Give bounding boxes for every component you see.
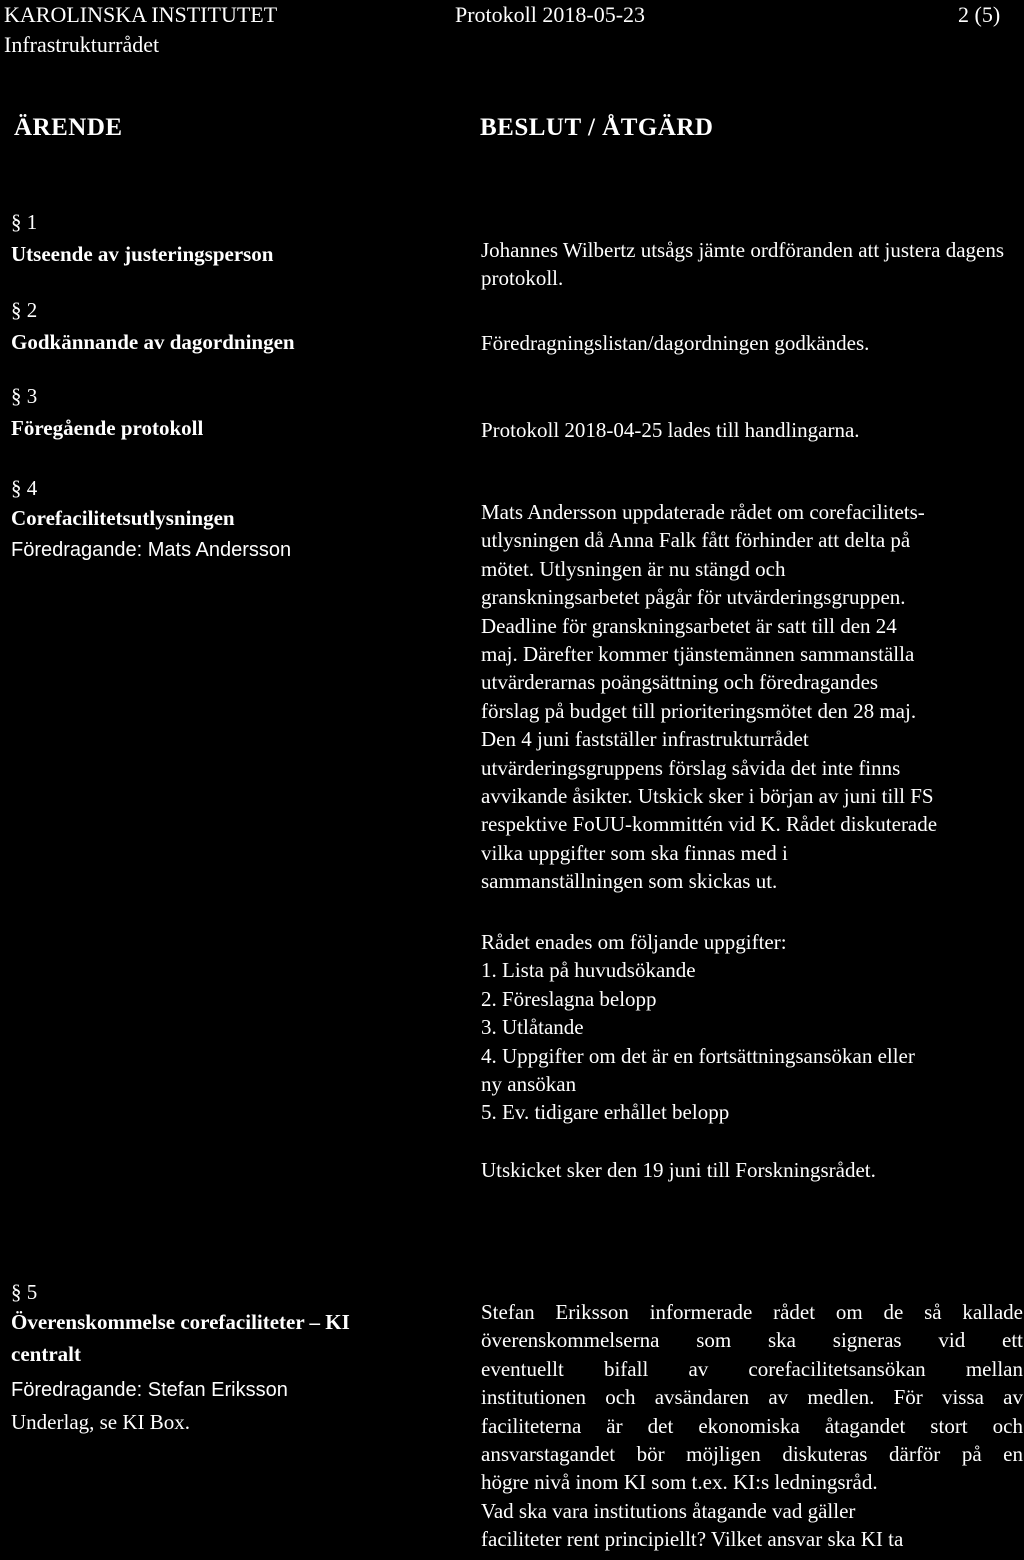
decision-line: Vad ska vara institutions åtagande vad gäller	[481, 1498, 856, 1523]
note: Underlag, se KI Box.	[11, 1410, 191, 1434]
decision-line: förslag på budget till prioriteringsmötet den 28 maj.	[481, 698, 917, 723]
decision-line: ansvarstagandet bör möjligen diskuteras därför på en	[481, 1442, 1023, 1467]
section-1	[11, 208, 431, 268]
unit-name: Infrastrukturrådet	[4, 32, 160, 57]
section-2	[11, 296, 431, 356]
decision-text: Protokoll 2018-04-25 lades till handlingarna.	[481, 418, 860, 442]
list-item: 2. Föreslagna belopp	[481, 986, 657, 1011]
section-title: Utseende av justeringsperson	[11, 242, 274, 266]
decision-line: Den 4 juni fastställer infrastrukturrådet	[481, 727, 809, 752]
section-title: Överenskommelse corefaciliteter – KI	[11, 1310, 350, 1334]
section-title: Corefacilitetsutlysningen	[11, 506, 235, 530]
decision-line: vilka uppgifter som ska finnas med i	[481, 840, 788, 865]
decision-line: avvikande åsikter. Utskick sker i början av juni till FS	[481, 784, 934, 809]
presenter: Föredragande: Stefan Eriksson	[11, 1379, 288, 1401]
decision-4	[481, 498, 1021, 896]
list-item: 5. Ev. tidigare erhållet belopp	[481, 1100, 730, 1125]
section-title-cont: centralt	[11, 1342, 81, 1366]
decision-line: sammanställningen som skickas ut.	[481, 869, 778, 894]
section-4	[11, 474, 431, 564]
list-item: 3. Utlåtande	[481, 1015, 584, 1040]
closing-text: Utskicket sker den 19 juni till Forskningsrådet.	[481, 1158, 876, 1182]
decision-line: faciliteter rent principiellt? Vilket ansvar ska KI ta	[481, 1527, 904, 1552]
list-item: 1. Lista på huvudsökande	[481, 958, 696, 983]
decision-line: respektive FoUU-kommittén vid K. Rådet diskuterade	[481, 812, 938, 837]
list-item: ny ansökan	[481, 1072, 577, 1097]
protocol-date: Protokoll 2018-05-23	[455, 2, 646, 27]
column-heading-beslut: BESLUT / ÅTGÄRD	[480, 114, 714, 141]
decision-2	[481, 329, 1021, 357]
decision-line: överenskommelserna som ska signeras vid ett	[481, 1328, 1023, 1353]
decision-3	[481, 416, 1021, 444]
decision-line: mötet. Utlysningen är nu stängd och	[481, 556, 786, 581]
agreed-list	[481, 928, 1021, 1127]
section-number: § 5	[11, 1280, 38, 1304]
section-title: Föregående protokoll	[11, 416, 204, 440]
list-intro: Rådet enades om följande uppgifter:	[481, 930, 787, 954]
decision-line: maj. Därefter kommer tjänstemännen sammanställa	[481, 642, 915, 667]
section-title: Godkännande av dagordningen	[11, 330, 295, 354]
presenter: Föredragande: Mats Andersson	[11, 539, 292, 561]
decision-text: Föredragningslistan/dagordningen godkändes.	[481, 331, 870, 355]
section-number: § 3	[11, 384, 38, 408]
decision-line: Stefan Eriksson informerade rådet om de så kallade	[481, 1300, 1023, 1324]
decision-line: utvärderingsgruppens förslag såvida det inte finns	[481, 755, 901, 780]
decision-line: faciliteterna är det ekonomiska åtagandet stort och	[481, 1413, 1023, 1438]
decision-line: institutionen och avsändaren av medlen. För vissa av	[481, 1385, 1023, 1410]
decision-line: högre nivå inom KI som t.ex. KI:s ledningsråd.	[481, 1470, 878, 1495]
section-3	[11, 382, 431, 442]
section-number: § 4	[11, 476, 38, 500]
org-name: KAROLINSKA INSTITUTET	[4, 2, 278, 27]
list-item: 4. Uppgifter om det är en fortsättningsansökan eller	[481, 1043, 915, 1068]
section-5	[11, 1278, 441, 1436]
decision-line: Mats Andersson uppdaterade rådet om corefacilitets-	[481, 500, 925, 524]
decision-text: Johannes Wilbertz utsågs jämte ordföranden att justera dagens protokoll.	[481, 238, 1005, 291]
decision-line: Deadline för granskningsarbetet är satt till den 24	[481, 613, 897, 638]
decision-line: utlysningen då Anna Falk fått förhinder att delta på	[481, 528, 911, 553]
section-number: § 2	[11, 298, 38, 322]
column-heading-arende: ÄRENDE	[14, 114, 123, 141]
page-number: 2 (5)	[958, 2, 1001, 27]
decision-line: eventuellt bifall av corefacilitetsansökan mellan	[481, 1356, 1023, 1381]
decision-5	[481, 1298, 1023, 1554]
closing-note	[481, 1156, 1021, 1184]
decision-1	[481, 236, 1021, 293]
section-number: § 1	[11, 210, 38, 234]
decision-line: utvärderarnas poängsättning och föredragandes	[481, 670, 879, 695]
decision-line: granskningsarbetet pågår för utvärderingsgruppen.	[481, 585, 906, 610]
